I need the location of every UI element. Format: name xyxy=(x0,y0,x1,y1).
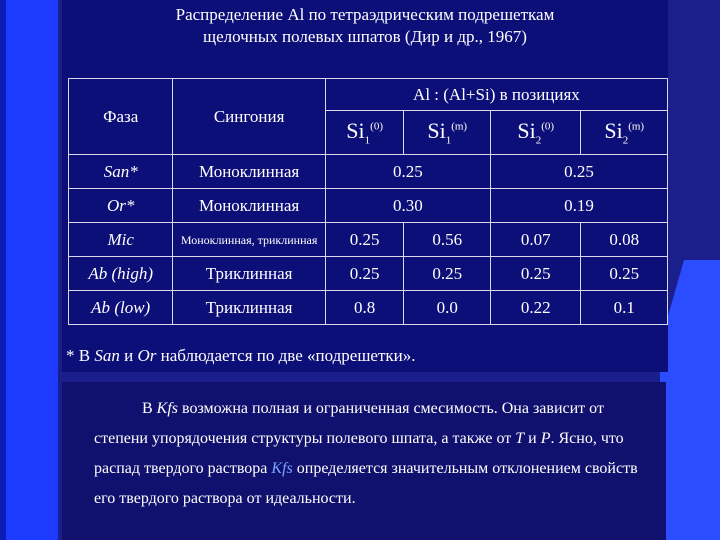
cell-value: 0.0 xyxy=(404,291,491,325)
header-site-si1-m: $Si_1^{(m)}$ xyxy=(404,111,491,155)
cell-value: 0.1 xyxy=(581,291,668,325)
cell-syngony: Моноклинная, триклинная xyxy=(173,223,325,257)
cell-value: 0.25 xyxy=(404,257,491,291)
cell-phase: Or* xyxy=(69,189,173,223)
cell-phase: Ab (high) xyxy=(69,257,173,291)
table-row xyxy=(69,189,668,223)
cell-value: 0.07 xyxy=(490,223,580,257)
table-row xyxy=(69,291,668,325)
header-site-si2-m: $Si_2^{(m)}$ xyxy=(581,111,668,155)
cell-syngony: Моноклинная xyxy=(173,189,325,223)
cell-value: 0.25 xyxy=(490,257,580,291)
cell-syngony: Моноклинная xyxy=(173,155,325,189)
slide-panel xyxy=(62,0,668,372)
cell-value: 0.19 xyxy=(490,189,667,223)
kfs-highlight: Kfs xyxy=(271,460,293,477)
table-row xyxy=(69,155,668,189)
cell-value: 0.25 xyxy=(325,155,490,189)
cell-value: 0.25 xyxy=(581,257,668,291)
al-distribution-table xyxy=(68,78,668,325)
cell-phase: Ab (low) xyxy=(69,291,173,325)
cell-value: 0.22 xyxy=(490,291,580,325)
cell-value: 0.25 xyxy=(490,155,667,189)
cell-phase: Mic xyxy=(69,223,173,257)
header-site-si1-0: $Si_1^{(0)}$ xyxy=(325,111,404,155)
table-footnote: * В San и Or наблюдается по две «подрешетки». xyxy=(66,346,416,365)
header-syngony: Сингония xyxy=(173,79,325,155)
cell-value: 0.08 xyxy=(581,223,668,257)
left-decor-edge xyxy=(0,0,6,540)
title-line-1: Распределение Al по тетраэдрическим подрешеткам xyxy=(175,5,555,24)
cell-value: 0.25 xyxy=(325,257,404,291)
cell-syngony: Триклинная xyxy=(173,291,325,325)
header-phase: Фаза xyxy=(69,79,173,155)
cell-value: 0.56 xyxy=(404,223,491,257)
cell-syngony: Триклинная xyxy=(173,257,325,291)
cell-value: 0.8 xyxy=(325,291,404,325)
title-line-2: щелочных полевых шпатов (Дир и др., 1967) xyxy=(203,27,527,46)
slide-title xyxy=(62,4,668,48)
table-row xyxy=(69,223,668,257)
cell-value: 0.30 xyxy=(325,189,490,223)
explanation-box xyxy=(62,382,666,540)
cell-phase: San* xyxy=(69,155,173,189)
table-row xyxy=(69,257,668,291)
left-decor-bar xyxy=(0,0,58,540)
cell-value: 0.25 xyxy=(325,223,404,257)
header-al-ratio: Al : (Al+Si) в позициях xyxy=(325,79,667,111)
header-site-si2-0: $Si_2^{(0)}$ xyxy=(490,111,580,155)
explanation-paragraph: В Kfs возможна полная и ограниченная смесимость. Она зависит от степени упорядочения структуры полевого шпата, а также от T и P. Ясно, что распад твердого раствора Kfs определяется значительным отклонением свойств его твердого раствора от идеальности. xyxy=(94,400,638,507)
